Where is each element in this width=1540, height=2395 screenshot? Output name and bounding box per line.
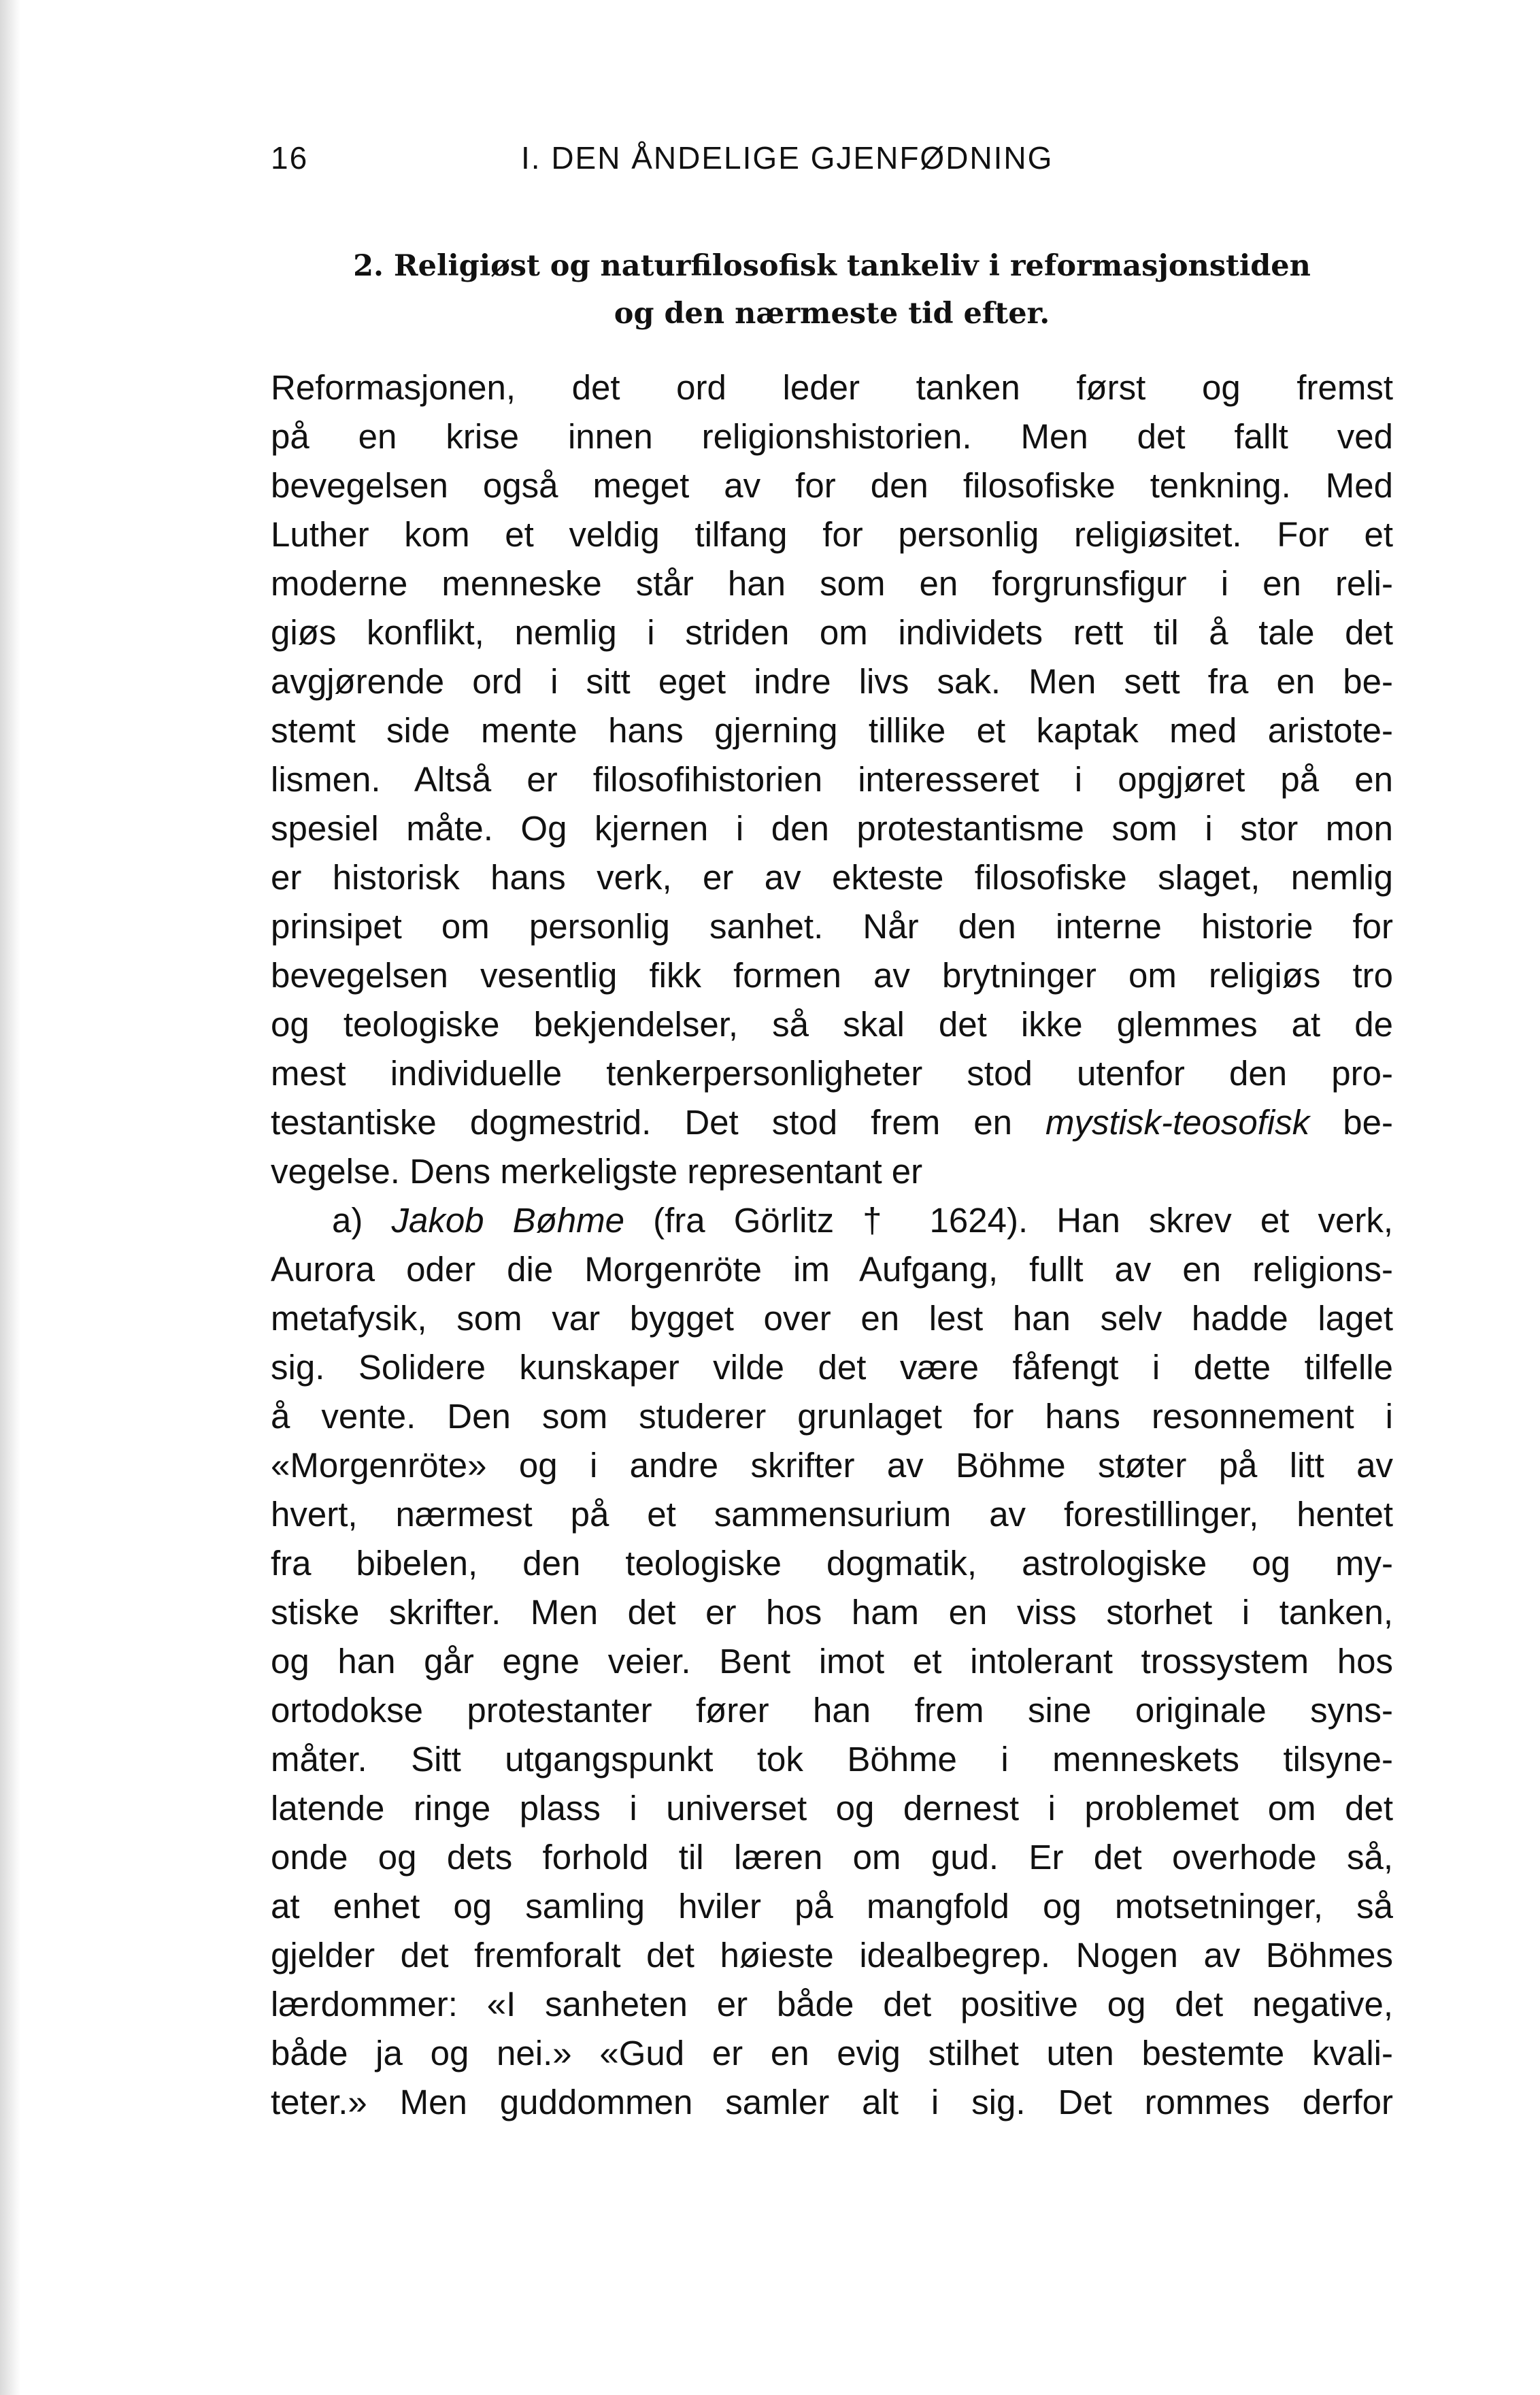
text-segment: (fra Görlitz † 1624). Han skrev et verk,: [624, 1201, 1393, 1240]
text-segment: be-: [1309, 1103, 1393, 1142]
text-line: moderne menneske står han som en forgrunsfigur i en reli-: [271, 564, 1393, 603]
text-line: og han går egne veier. Bent imot et intolerant trossystem hos: [271, 1642, 1393, 1681]
text-line: er historisk hans verk, er av ekteste filosofiske slaget, nemlig: [271, 858, 1393, 897]
italic-term: Jakob Bøhme: [391, 1201, 625, 1240]
running-title: I. DEN ÅNDELIGE GJENFØDNING: [521, 140, 1054, 176]
text-line: gjelder det fremforalt det høieste idealbegrep. Nogen av Böhmes: [271, 1936, 1393, 1975]
text-line: Luther kom et veldig tilfang for personlig religiøsitet. For et: [271, 515, 1393, 554]
text-line: avgjørende ord i sitt eget indre livs sak. Men sett fra en be-: [271, 662, 1393, 701]
body-text: [271, 363, 1393, 2127]
text-line: bevegelsen også meget av for den filosofiske tenkning. Med: [271, 466, 1393, 505]
text-line: Aurora oder die Morgenröte im Aufgang, fullt av en religions-: [271, 1250, 1393, 1289]
text-line: metafysik, som var bygget over en lest han selv hadde laget: [271, 1299, 1393, 1338]
text-line: å vente. Den som studerer grunlaget for hans resonnement i: [271, 1397, 1393, 1436]
text-line: og teologiske bekjendelser, så skal det ikke glemmes at de: [271, 1005, 1393, 1044]
text-segment: a): [332, 1201, 392, 1240]
text-line: [271, 1098, 1393, 1147]
text-line: bevegelsen vesentlig fikk formen av brytninger om religiøs tro: [271, 956, 1393, 995]
text-line: måter. Sitt utgangspunkt tok Böhme i menneskets tilsyne-: [271, 1740, 1393, 1779]
section-heading: [271, 242, 1393, 337]
text-line: lærdommer: «I sanheten er både det positive og det negative,: [271, 1985, 1393, 2024]
text-line: stemt side mente hans gjerning tillike et kaptak med aristote-: [271, 711, 1393, 750]
section-heading-line: 2. Religiøst og naturfilosofisk tankeliv i reformasjonstiden: [353, 249, 1311, 283]
text-line: Reformasjonen, det ord leder tanken først og fremst: [271, 368, 1393, 407]
page-header: [271, 139, 1393, 194]
text-line: på en krise innen religionshistorien. Men det fallt ved: [271, 417, 1393, 456]
page-number: 16: [271, 140, 309, 176]
text-line: ortodokse protestanter fører han frem sine originale syns-: [271, 1691, 1393, 1730]
text-line: «Morgenröte» og i andre skrifter av Böhme støter på litt av: [271, 1446, 1393, 1485]
italic-term: mystisk-teosofisk: [1045, 1103, 1310, 1142]
page-edge-shadow: [0, 0, 20, 2395]
text-line: mest individuelle tenkerpersonligheter stod utenfor den pro-: [271, 1054, 1393, 1093]
text-segment: testantiske dogmestrid. Det stod frem en: [271, 1103, 1045, 1142]
text-line: lismen. Altså er filosofihistorien interesseret i opgjøret på en: [271, 760, 1393, 799]
text-line: hvert, nærmest på et sammensurium av forestillinger, hentet: [271, 1495, 1393, 1534]
text-line: latende ringe plass i universet og dernest i problemet om det: [271, 1789, 1393, 1828]
text-line: at enhet og samling hviler på mangfold og motsetninger, så: [271, 1887, 1393, 1926]
text-line: giøs konflikt, nemlig i striden om individets rett til å tale det: [271, 613, 1393, 652]
section-heading-line: og den nærmeste tid efter.: [614, 297, 1050, 331]
text-line: spesiel måte. Og kjernen i den protestantisme som i stor mon: [271, 809, 1393, 848]
text-line: både ja og nei.» «Gud er en evig stilhet uten bestemte kvali-: [271, 2034, 1393, 2072]
text-line: onde og dets forhold til læren om gud. Er det overhode så,: [271, 1838, 1393, 1877]
text-line: fra bibelen, den teologiske dogmatik, astrologiske og my-: [271, 1544, 1393, 1583]
text-line: [271, 1196, 1393, 1245]
text-line: vegelse. Dens merkeligste representant er: [271, 1152, 923, 1191]
text-line: sig. Solidere kunskaper vilde det være fåfengt i dette tilfelle: [271, 1348, 1393, 1387]
text-line: stiske skrifter. Men det er hos ham en viss storhet i tanken,: [271, 1593, 1393, 1632]
text-line: teter.» Men guddommen samler alt i sig. Det rommes derfor: [271, 2083, 1393, 2121]
text-line: prinsipet om personlig sanhet. Når den interne historie for: [271, 907, 1393, 946]
